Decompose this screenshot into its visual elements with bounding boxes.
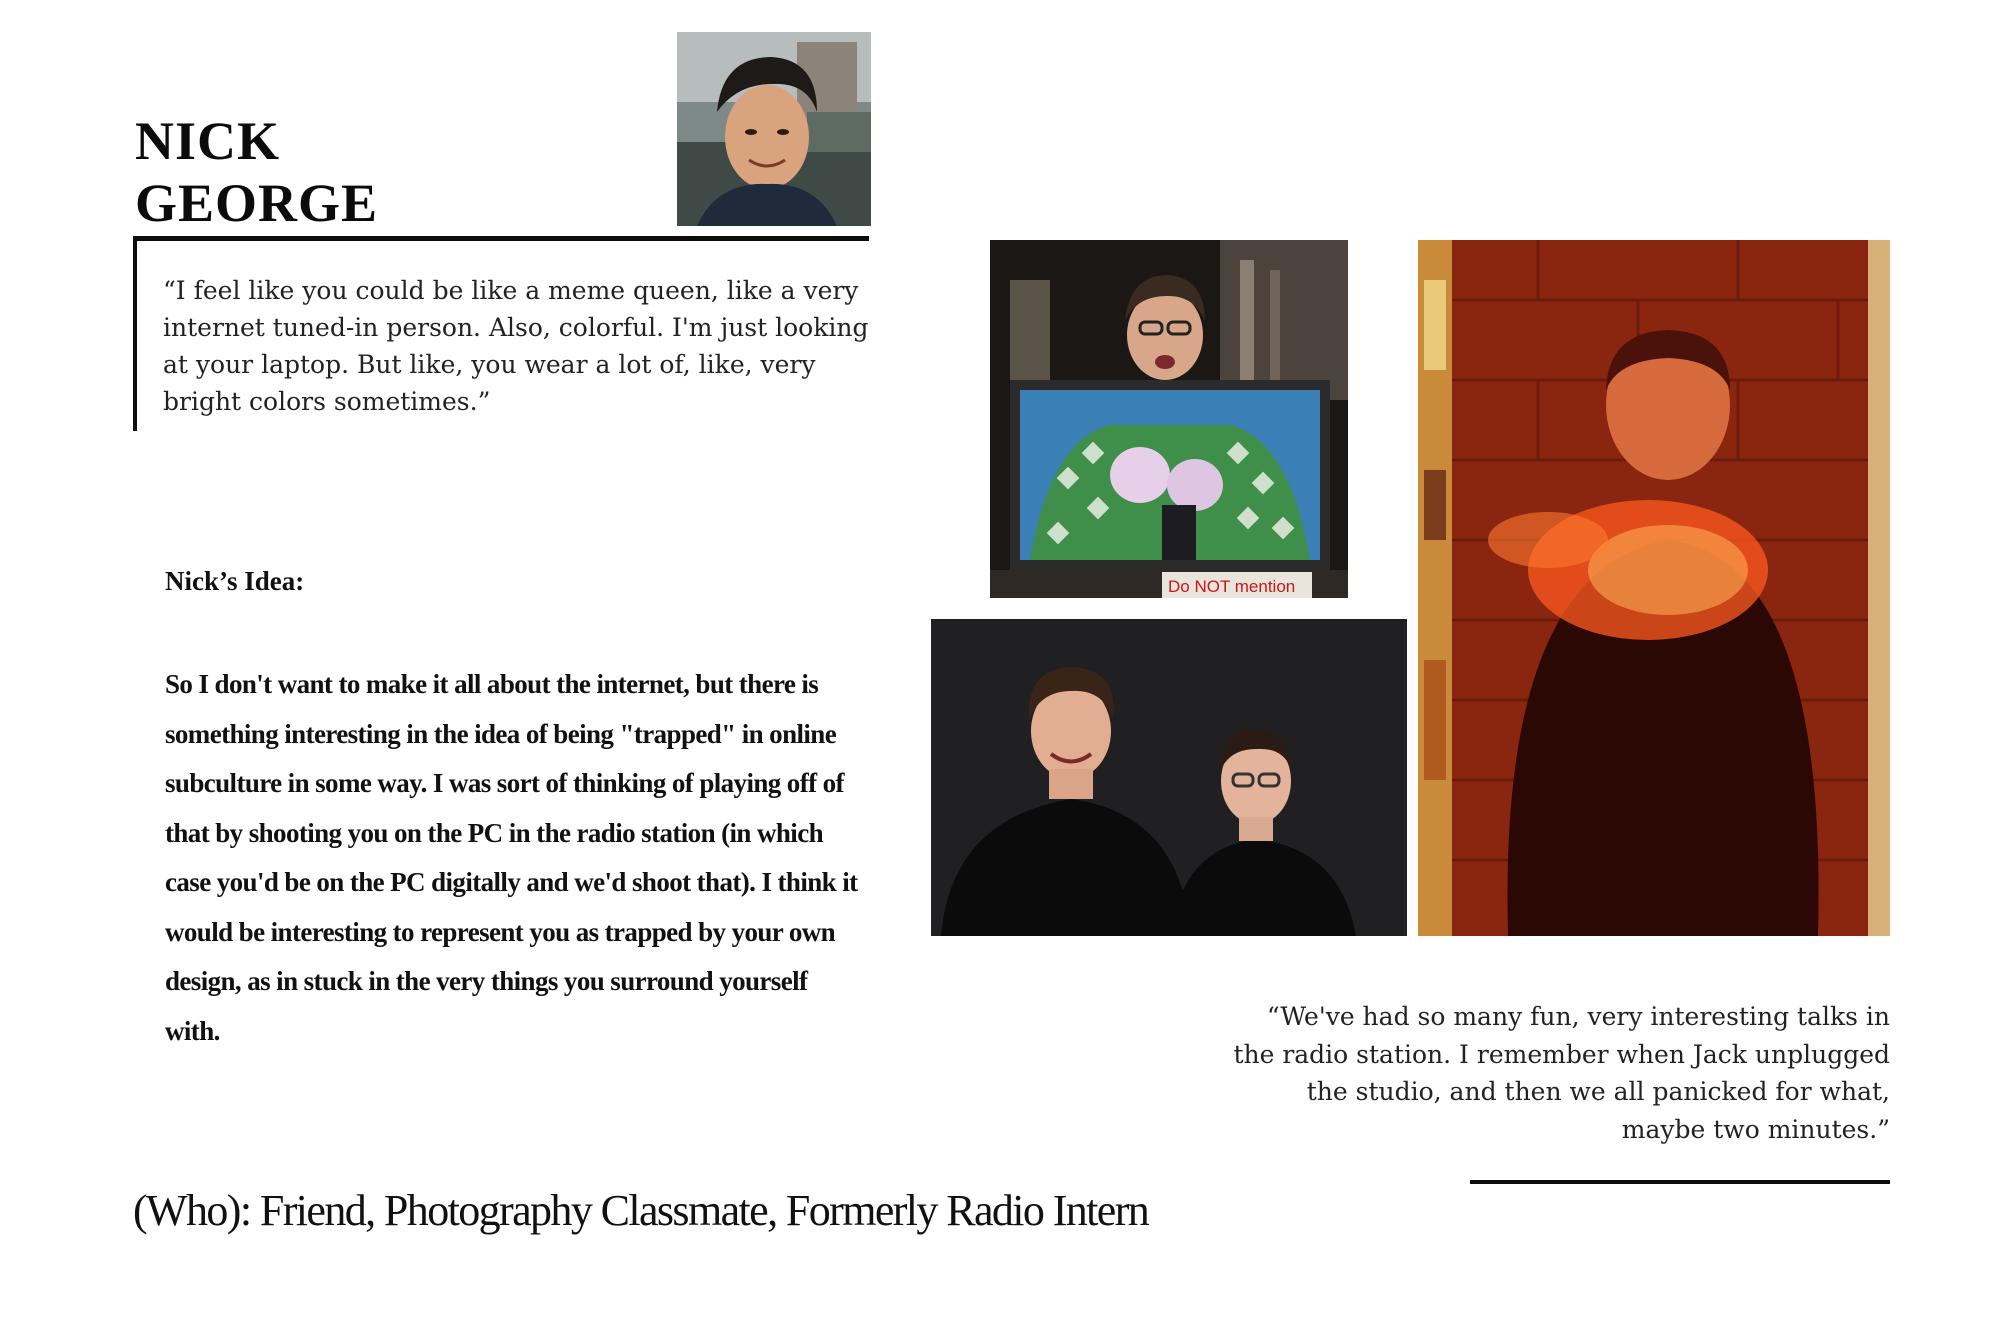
photo-orange-glow <box>1418 240 1890 936</box>
primary-quote: “I feel like you could be like a meme queen, like a very internet tuned-in person. Also, colorful. I'm just looking at your laptop. But like, you wear a lot of, like, very bright colors sometimes.” <box>163 276 869 416</box>
quote-bottom-rule <box>1470 1180 1890 1184</box>
headshot-photo <box>677 32 871 226</box>
quote-left-rule <box>133 236 137 431</box>
secondary-quote: “We've had so many fun, very interesting talks in the radio station. I remember when Jack unplugged the studio, and then we all panicked for what, maybe two minutes.” <box>1233 1002 1890 1144</box>
quote-top-rule <box>133 236 869 241</box>
name-line-first: NICK <box>135 111 281 171</box>
idea-label: Nick’s Idea: <box>165 566 305 596</box>
who-line: (Who): Friend, Photography Classmate, Formerly Radio Intern <box>133 1186 1149 1235</box>
idea-body: So I don't want to make it all about the internet, but there is something interesting in the idea of being "trapped" in online subculture in some way. I was sort of thinking of playing off of that by shooting you on the PC in the radio station (in which case you'd be on the PC digitally and we'd shoot that). I think it would be interesting to represent you as trapped by your own design, as in stuck in the very things you surround yourself with. <box>165 669 858 1046</box>
name-line-last: GEORGE <box>135 173 379 233</box>
photo-duo <box>931 619 1407 936</box>
monitor-sign-text: Do NOT mention <box>1168 577 1296 596</box>
profile-name <box>135 110 378 234</box>
photo-monitor <box>990 240 1348 598</box>
